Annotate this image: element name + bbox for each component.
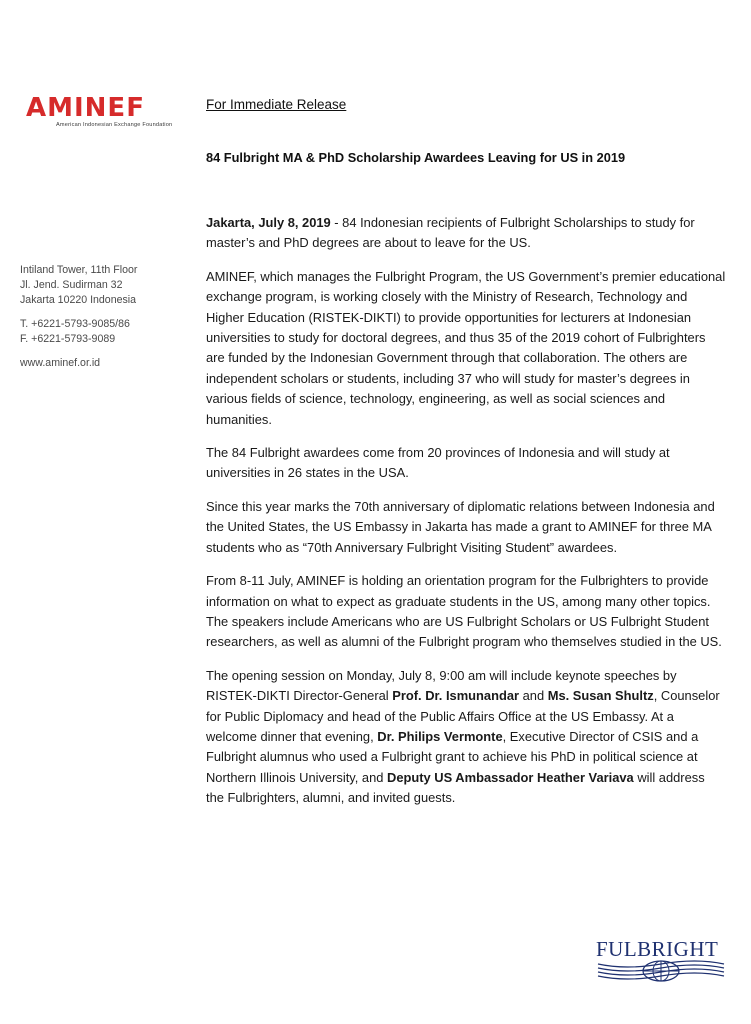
paragraph-6-text-e: , Counselor for Public Diplomacy and head of the Public Affairs Office at the US Embassy. At a welcome dinner that evening, <box>206 688 720 744</box>
address-line-1: Intiland Tower, 11th Floor <box>20 264 138 276</box>
fulbright-logo-wordmark: FULBRIGHT <box>596 937 719 961</box>
paragraph-6-text-a: The opening session on Monday, July 8, 9:00 am will include keynote speeches by RISTEK-DIKTI Director-General <box>206 667 677 704</box>
website-link[interactable]: www.aminef.or.id <box>20 357 101 369</box>
speaker-name: Deputy US Ambassador Heather Variava <box>387 769 634 785</box>
aminef-logo-subtitle: American Indonesian Exchange Foundation <box>56 122 173 128</box>
paragraph-3: The 84 Fulbright awardees come from 20 provinces of Indonesia and will study at universities in 26 states in the USA. <box>206 445 670 481</box>
paragraph-6-text-g: , Executive Director of CSIS and a Fulbright alumnus who used a Fulbright grant to achieve his PhD in political science at Northern Illinois University, and <box>206 728 699 785</box>
fulbright-logo <box>596 938 726 982</box>
aminef-logo <box>26 94 176 128</box>
dateline: Jakarta, July 8, 2019 <box>206 215 331 230</box>
phone-number: T. +6221-5793-9085/86 <box>20 318 130 330</box>
contact-sidebar <box>20 263 190 371</box>
paragraph-6-text-c: and <box>519 688 548 704</box>
speaker-name: Prof. Dr. Ismunandar <box>392 688 520 704</box>
paragraph-4: Since this year marks the 70th anniversary of diplomatic relations between Indonesia and the United States, the US Embassy in Jakarta has made a grant to AMINEF for three MA students who as “70th Anniversary Fulbright Visiting Student” awardees. <box>206 498 715 555</box>
paragraph-2: AMINEF, which manages the Fulbright Program, the US Government’s premier educational exchange program, is working closely with the Ministry of Research, Technology and Higher Education (RISTEK-DIKTI) to provide opportunities for lecturers at Indonesian universities to study for doctoral degrees, and thus 35 of the 2019 cohort of Fulbrighters are funded by the Indonesian Government through that collaboration. The others are independent scholars or students, including 37 who will study for master’s degrees in various fields of science, technology, engineering, as well as social sciences and humanities. <box>206 268 726 427</box>
address-line-3: Jakarta 10220 Indonesia <box>20 294 137 306</box>
speaker-name: Dr. Philips Vermonte <box>377 728 503 744</box>
fax-number: F. +6221-5793-9089 <box>20 333 116 345</box>
release-label: For Immediate Release <box>206 97 347 112</box>
press-release-body <box>206 213 726 822</box>
paragraph-5: From 8-11 July, AMINEF is holding an orientation program for the Fulbrighters to provide information on what to expect as graduate students in the US, among many other topics. The speakers include Americans who are US Fulbright Scholars or US Fulbright Student researchers, as well as alumni of the Fulbright program who themselves studied in the US. <box>206 573 722 650</box>
fulbright-globe-icon <box>596 960 726 982</box>
paragraph-1 <box>206 213 726 254</box>
address-line-2: Jl. Jend. Sudirman 32 <box>20 279 123 291</box>
paragraph-6 <box>206 666 726 809</box>
paragraph-1-text: - 84 Indonesian recipients of Fulbright Scholarships to study for master’s and PhD degrees are about to leave for the US. <box>206 215 695 251</box>
speaker-name: Ms. Susan Shultz <box>547 688 654 704</box>
aminef-logo-wordmark: AMINEF <box>26 93 145 123</box>
page-title: 84 Fulbright MA & PhD Scholarship Awardees Leaving for US in 2019 <box>206 150 626 165</box>
paragraph-6-text-i: will address the Fulbrighters, alumni, and invited guests. <box>206 769 705 806</box>
